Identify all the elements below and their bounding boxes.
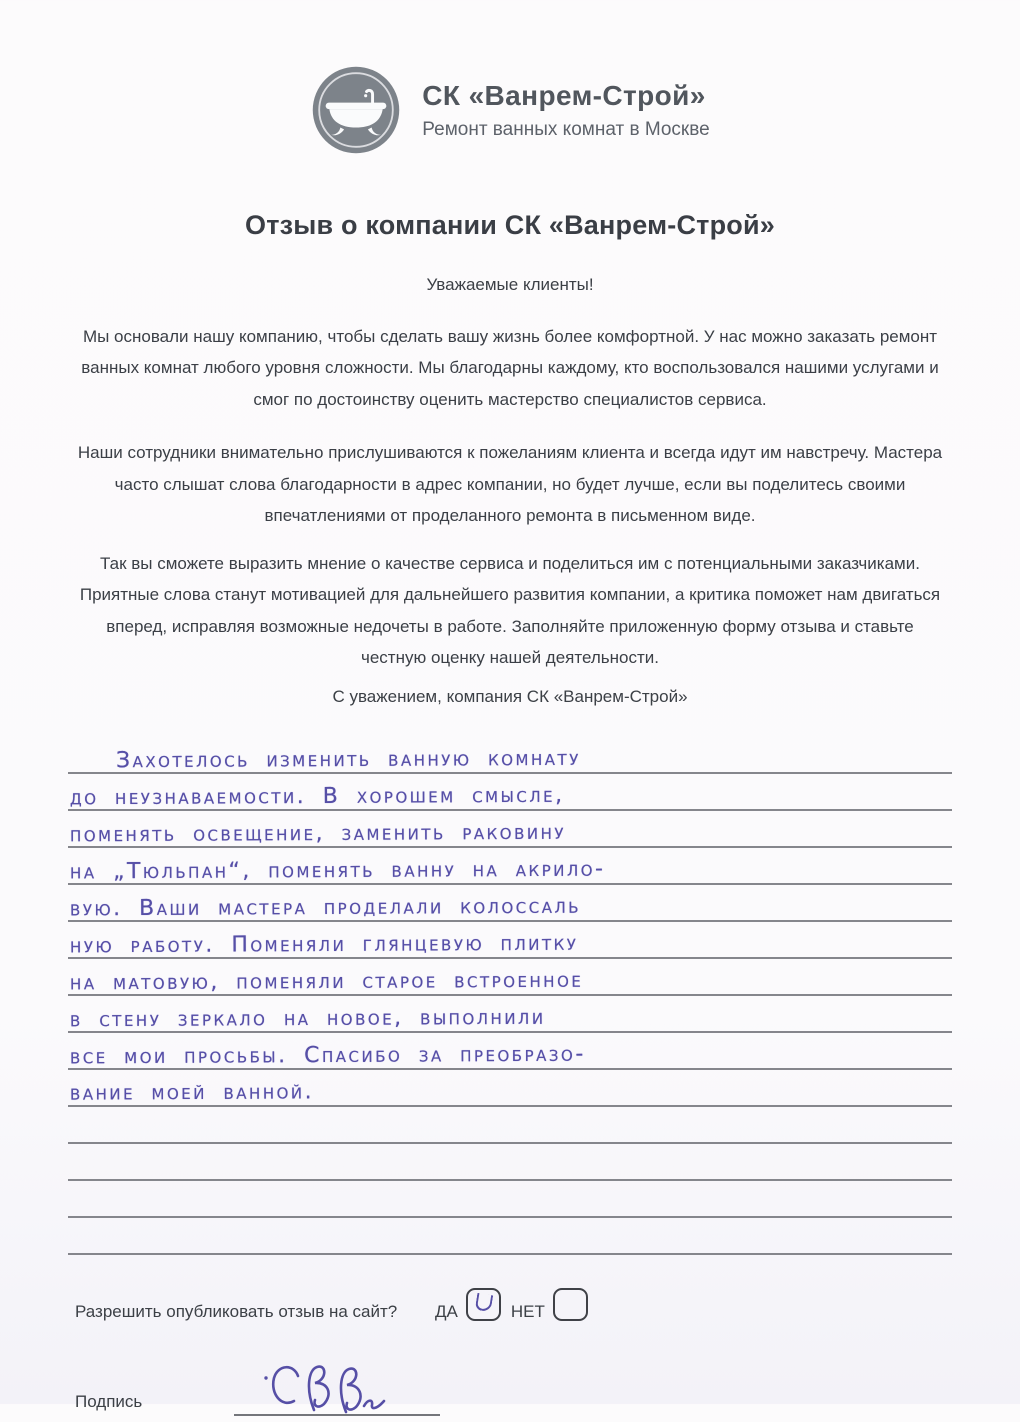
bathtub-icon [310, 64, 402, 156]
consent-yes-label: ДА [435, 1301, 458, 1321]
review-ruled-line[interactable] [68, 885, 952, 922]
handwritten-text: вание моей ванной. [69, 1079, 315, 1107]
consent-question: Разрешить опубликовать отзыв на сайт? [75, 1301, 398, 1321]
page-title: Отзыв о компании СК «Ванрем-Строй» [245, 210, 775, 240]
consent-no-checkbox[interactable] [553, 1288, 588, 1321]
review-ruled-line-empty[interactable] [68, 1107, 952, 1144]
review-ruled-line[interactable] [68, 774, 952, 811]
greeting-text: Уважаемые клиенты! [426, 275, 594, 294]
handwritten-text: ную работу. Поменяли глянцевую плитку [69, 931, 579, 959]
review-ruled-line[interactable] [68, 811, 952, 848]
handwritten-text: до неузнаваемости. В хорошем смысле, [69, 783, 565, 811]
consent-row [75, 1295, 1020, 1328]
review-ruled-line[interactable] [68, 922, 952, 959]
signature-scribble [258, 1356, 408, 1422]
consent-yes-checkbox[interactable] [466, 1288, 501, 1321]
signature-line[interactable] [234, 1356, 440, 1416]
review-ruled-line-empty[interactable] [68, 1144, 952, 1181]
review-ruled-line-empty[interactable] [68, 1218, 952, 1255]
handwritten-text: в стену зеркало на новое, выполнили [69, 1005, 546, 1033]
review-ruled-line[interactable] [68, 737, 952, 774]
handwritten-text: Захотелось изменить ванную комнату [115, 746, 581, 774]
signature-row [75, 1356, 1020, 1416]
intro-paragraph-3: Так вы сможете выразить мнение о качестве сервиса и поделиться им с потенциальными заказчиками. Приятные слова станут мотивацией для дальнейшего развития компании, а критика поможет нам двигаться вперед, исправляя возможные недочеты в работе. Заполняйте приложенную форму отзыва и ставьте честную оценку нашей деятельности. [79, 553, 941, 667]
handwritten-text: на матовую, поменяли старое встроенное [69, 968, 584, 996]
company-name: СК «Ванрем-Строй» [422, 79, 706, 111]
review-ruled-line-empty[interactable] [68, 1181, 952, 1218]
handwritten-text: все мои просьбы. Спасибо за преобразо- [69, 1042, 586, 1070]
handwritten-text: на „Тюльпан“, поменять ванну на акрило- [69, 856, 606, 885]
handwritten-check-mark [475, 1293, 493, 1312]
signature-label: Подпись [75, 1392, 143, 1412]
handwritten-text: вую. Ваши мастера проделали колоссаль [69, 894, 582, 922]
intro-paragraph-2: Наши сотрудники внимательно прислушиваются к пожеланиям клиента и всегда идут им навстречу. Мастера часто слышат слова благодарности в адрес компании, но будет лучше, если вы поделитесь своими впечатлениями от проделанного ремонта в письменном виде. [77, 443, 943, 526]
review-ruled-line[interactable] [68, 848, 952, 885]
review-ruled-line[interactable] [68, 1070, 952, 1107]
company-tagline: Ремонт ванных комнат в Москве [422, 118, 710, 140]
review-ruled-line[interactable] [68, 1033, 952, 1070]
review-write-area[interactable] [68, 737, 952, 1255]
handwritten-text: поменять освещение, заменить раковину [69, 820, 567, 848]
closing-text: С уважением, компания СК «Ванрем-Строй» [332, 687, 688, 707]
consent-no-label: НЕТ [510, 1301, 545, 1321]
company-logo [0, 0, 1020, 156]
review-ruled-line[interactable] [68, 996, 952, 1033]
review-ruled-line[interactable] [68, 959, 952, 996]
intro-paragraph-1: Мы основали нашу компанию, чтобы сделать вашу жизнь более комфортной. У нас можно заказать ремонт ванных комнат любого уровня сложности. Мы благодарны каждому, кто воспользовался нашими услугами и смог по достоинству оценить мастерство специалистов сервиса. [81, 327, 939, 409]
